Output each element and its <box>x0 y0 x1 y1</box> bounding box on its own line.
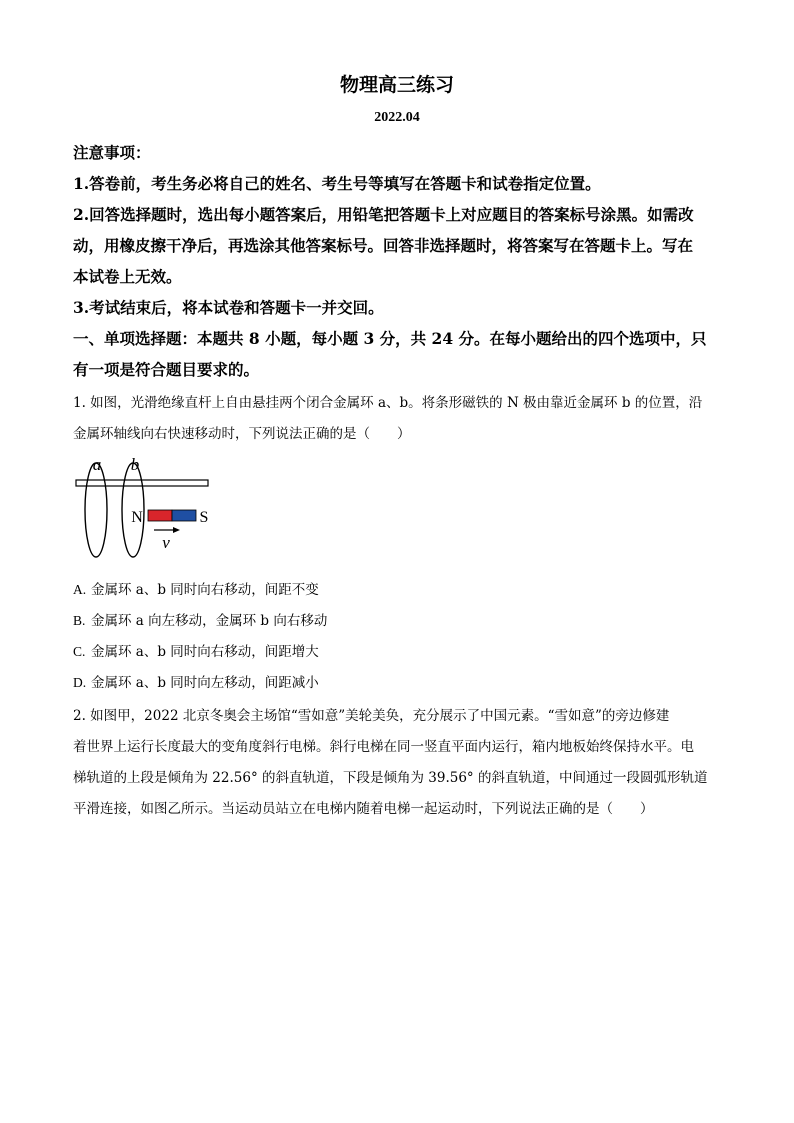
question-2-stem-cont: 平滑连接，如图乙所示。当运动员站立在电梯内随着电梯一起运动时，下列说法正确的是（ ） <box>73 801 654 817</box>
notice-line: 3.考试结束后，将本试卷和答题卡一并交回。 <box>73 298 384 317</box>
north-pole-label: N <box>131 509 143 526</box>
notice-line: 1.答卷前，考生务必将自己的姓名、考生号等填写在答题卡和试卷指定位置。 <box>73 174 601 193</box>
section-heading: 一、单项选择题：本题共 8 小题，每小题 3 分，共 24 分。在每小题给出的四个选项中，只 <box>73 329 707 348</box>
ring-a <box>85 463 107 557</box>
section-heading-cont: 有一项是符合题目要求的。 <box>73 360 260 379</box>
velocity-arrow-head <box>173 527 180 533</box>
option-text: 金属环 a 向左移动，金属环 b 向右移动 <box>91 613 328 629</box>
notice-heading: 注意事项： <box>73 143 151 162</box>
ring-a-label: a <box>92 455 102 474</box>
notice-line: 本试卷上无效。 <box>73 267 182 286</box>
velocity-label: v <box>162 533 170 552</box>
option-letter: B. <box>73 613 86 628</box>
question-1-stem: 1. 如图，光滑绝缘直杆上自由悬挂两个闭合金属环 a、b。将条形磁铁的 N 极由靠近金属环 b 的位置，沿 <box>73 395 703 411</box>
question-1-stem-cont: 金属环轴线向右快速移动时，下列说法正确的是（ ） <box>73 426 411 442</box>
south-pole-label: S <box>199 509 209 526</box>
question-2-stem-cont: 着世界上运行长度最大的变角度斜行电梯。斜行电梯在同一竖直平面内运行，箱内地板始终保持水平。电 <box>73 739 694 755</box>
magnet-south-half <box>172 510 196 521</box>
magnet-north-half <box>148 510 172 521</box>
option-letter: C. <box>73 644 86 659</box>
notice-line: 2.回答选择题时，选出每小题答案后，用铅笔把答题卡上对应题目的答案标号涂黑。如需改 <box>73 205 694 224</box>
exam-date: 2022.04 <box>374 110 420 125</box>
option-a[interactable] <box>73 578 319 598</box>
question-2-stem-cont: 梯轨道的上段是倾角为 22.56° 的斜直轨道，下段是倾角为 39.56° 的斜直轨道，中间通过一段圆弧形轨道 <box>73 770 708 786</box>
option-text: 金属环 a、b 同时向左移动，间距减小 <box>91 675 319 691</box>
question-2-stem: 2. 如图甲，2022 北京冬奥会主场馆“雪如意”美轮美奂，充分展示了中国元素。“雪如意”的旁边修建 <box>73 708 670 724</box>
page-title: 物理高三练习 <box>339 74 454 96</box>
notice-line: 动，用橡皮擦干净后，再选涂其他答案标号。回答非选择题时，将答案写在答题卡上。写在 <box>73 236 694 255</box>
option-letter: D. <box>73 675 87 690</box>
option-text: 金属环 a、b 同时向右移动，间距增大 <box>91 644 319 660</box>
option-c[interactable] <box>73 640 319 660</box>
option-d[interactable] <box>73 671 319 691</box>
option-text: 金属环 a、b 同时向右移动，间距不变 <box>91 582 319 598</box>
option-letter: A. <box>73 582 87 597</box>
option-b[interactable] <box>73 609 327 629</box>
ring-b-label: b <box>130 455 140 474</box>
rings-magnet-figure <box>72 452 212 562</box>
